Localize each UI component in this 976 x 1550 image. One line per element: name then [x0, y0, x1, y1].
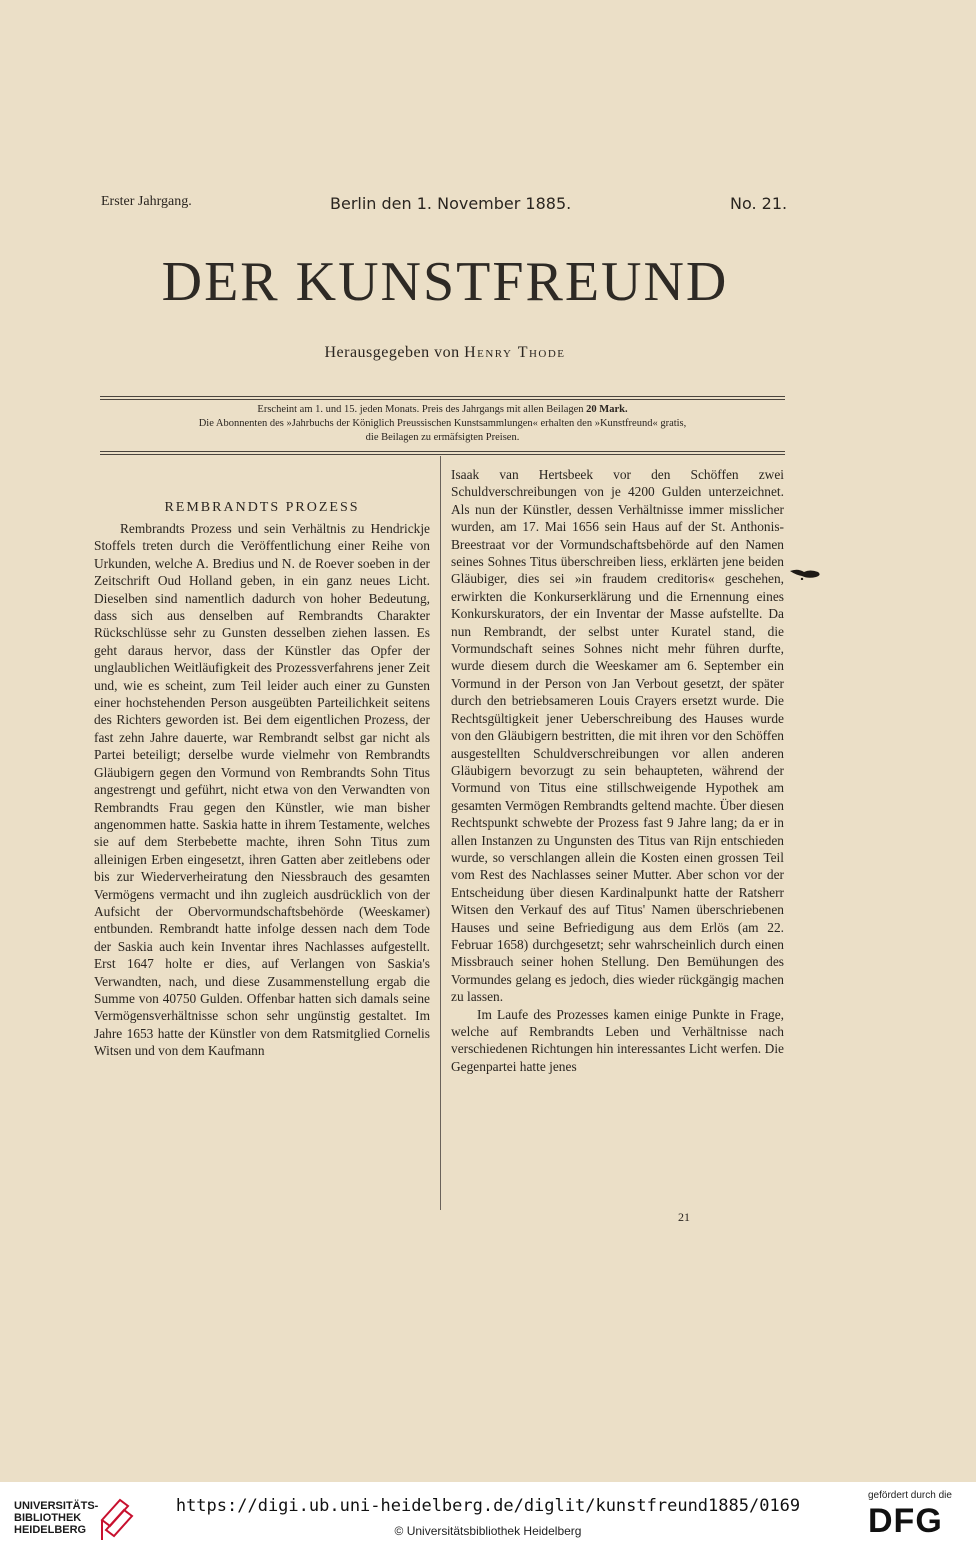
- right-column-text-1: Isaak van Hertsbeek vor den Schöffen zwei Schuldverschreibungen von je 4200 Gulden unterzeichnet. Als nun der Künstler, dessen Verhältnisse immer misslicher wurden, am 17. Mai 1656 sein Haus auf der St. Anthonis-Breestraat vor der Vormundschaftsbehörde auf den Namen seines Sohnes Titus überschreiben liess, erklärten jene beiden Gläubiger, dies sei »in fraudem creditoris« geschehen, erwirkten die Konkurserklärung und die Ernennung eines Konkurskurators, der ein Inventar der Masse aufstellte. Da nun Rembrandt, der selbst unter Kuratel stand, die Vormundschaft seines Sohnes nicht mehr führen durfte, wurde diesem durch die Weeskamer am 6. September ein Vormund in der Person von Jan Verbout gesetzt, der später durch den betriebsameren Louis Crayers ersetzt wurde. Die Rechtsgültigkeit jener Ueberschreibung des Hauses wurde von den Gläubigern bestritten, die mit ihren vor den Schöffen ausgestellten Schuldverschreibungen vor allen anderen Gläubigern bevorzugt zu sein behaupteten, während der Vormund von Titus eine stillschweigende Hypothek am gesamten Vermögen Rembrandts geltend machte. Über diesen Rechtspunkt schwebte der Prozess fast 9 Jahre lang; da er in allen Instanzen zu Ungunsten des Titus van Rijn entschieden wurde, so verschlangen allein die Kosten einen grossen Teil vom Rest des Nachlasses seiner Mutter. Aber schon vor der Entscheidung über diesen Kardinalpunkt hatte der Ratsherr Witsen den Verkauf des auf Titus' Namen überschriebenen Hauses und seine Befriedigung aus dem Erlös (am 22. Februar 1658) durchgesetzt; sehr wahrscheinlich durch einen Missbrauch seiner hohen Stellung. Den Bemühungen des Vormundes gelang es jedoch, dies wieder rückgängig machen zu lassen.: [451, 467, 784, 1005]
- page-number: 21: [678, 1210, 690, 1224]
- left-column: [94, 520, 430, 1060]
- masthead-title: DER KUNSTFREUND: [161, 251, 729, 313]
- editor-line: [0, 344, 890, 362]
- rule-top-1: [100, 396, 785, 397]
- dfg-logo: DFG: [868, 1502, 943, 1540]
- issue-date: Berlin den 1. November 1885.: [330, 194, 572, 213]
- notice-line-2: Die Abonnenten des »Jahrbuchs der Königlich Preussischen Kunstsammlungen« erhalten den »Kunstfreund« gratis,: [198, 418, 687, 429]
- notice-line-3: die Beilagen zu ermäfsigten Preisen.: [365, 432, 520, 443]
- ink-blot-mark: [790, 566, 822, 580]
- article-title: REMBRANDTS PROZESS: [164, 500, 360, 515]
- library-line-3: HEIDELBERG: [14, 1524, 87, 1536]
- left-column-text: Rembrandts Prozess und sein Verhältnis zu Hendrickje Stoffels treten durch die Veröffentlichung einer Reihe von Urkunden, welche A. Bredius und N. de Roever soeben in der Zeitschrift Oud Holland geben, in ein ganz neues Licht. Dieselben sind namentlich dadurch von hoher Bedeutung, dass sich aus denselben auf Rembrandts Charakter Rückschlüsse sehr zu Gunsten desselben ziehen lassen. Es geht daraus hervor, dass der Künstler das Opfer der unglaublichen Weitläufigkeit des Prozessverfahrens jener Zeit und, wie es scheint, zum Teil leider auch einer zu Gunsten einer hochstehenden Person ausgeübten Parteilichkeit seitens des Richters geworden ist. Bei dem eigentlichen Prozess, der fast zehn Jahre dauerte, war Rembrandt selbst gar nicht als Partei beteiligt; derselbe wurde vielmehr von Rembrandts Gläubigern gegen den Vormund von Rembrandts Sohn Titus angestrengt und geführt, nicht etwa von den Verwandten von Rembrandts Frau gegen den Künstler, wie man bisher angenommen hatte. Saskia hatte in ihrem Testamente, welches sie auf dem Sterbebette machte, ihren Sohn Titus zum alleinigen Erben eingesetzt, ihren Gatten aber zeitlebens oder bis zur Wiederverheiratung den Niessbrauch des gesamten Vermögens vermacht und ihn zugleich ausdrücklich von der Aufsicht der Obervormundschaftsbehörde (Weeskamer) entbunden. Rembrandt hatte infolge dessen nach dem Tode der Saskia auch kein Inventar ihres Nachlasses aufgestellt. Erst 1647 holte er dies, auf Verlangen von Saskia's Verwandten, nach, und diese Zusammenstellung ergab die Summe von 40750 Gulden. Offenbar hatten sich damals seine Vermögensverhältnisse schon sehr ungünstig gestaltet. Im Jahre 1653 hatte der Künstler von dem Ratsmitglied Cornelis Witsen und von dem Kaufmann: [94, 521, 430, 1059]
- editor-name: Henry Thode: [464, 344, 566, 361]
- column-divider: [440, 456, 441, 1210]
- editor-prefix: Herausgegeben von: [324, 344, 460, 361]
- subscription-notice: [100, 403, 785, 445]
- right-column-text-2: Im Laufe des Prozesses kamen einige Punkte in Frage, welche auf Rembrandts Leben und Verhältnisse nach verschiedenen Richtungen hin interessantes Licht werfen. Die Gegenpartei hatte jenes: [451, 1006, 784, 1074]
- funder-label: gefördert durch die: [868, 1490, 952, 1501]
- volume-label: Erster Jahrgang.: [101, 194, 192, 209]
- permalink-url[interactable]: https://digi.ub.uni-heidelberg.de/diglit/kunstfreund1885/0169: [175, 1496, 801, 1516]
- library-line-2: BIBLIOTHEK: [14, 1512, 82, 1524]
- notice-price: 20 Mark.: [586, 404, 628, 415]
- rule-bottom-2: [100, 454, 785, 455]
- library-line-1: UNIVERSITÄTS-: [14, 1500, 99, 1512]
- rule-bottom-1: [100, 451, 785, 452]
- viewer-footer: [0, 1482, 976, 1550]
- notice-line-1: [100, 403, 785, 417]
- right-column: [451, 466, 784, 1075]
- copyright-text: © Universitätsbibliothek Heidelberg: [394, 1524, 582, 1538]
- notice-line-1a: Erscheint am 1. und 15. jeden Monats. Preis des Jahrgangs mit allen Beilagen: [257, 404, 584, 415]
- rule-top-2: [100, 399, 785, 400]
- issue-number: No. 21.: [730, 194, 788, 213]
